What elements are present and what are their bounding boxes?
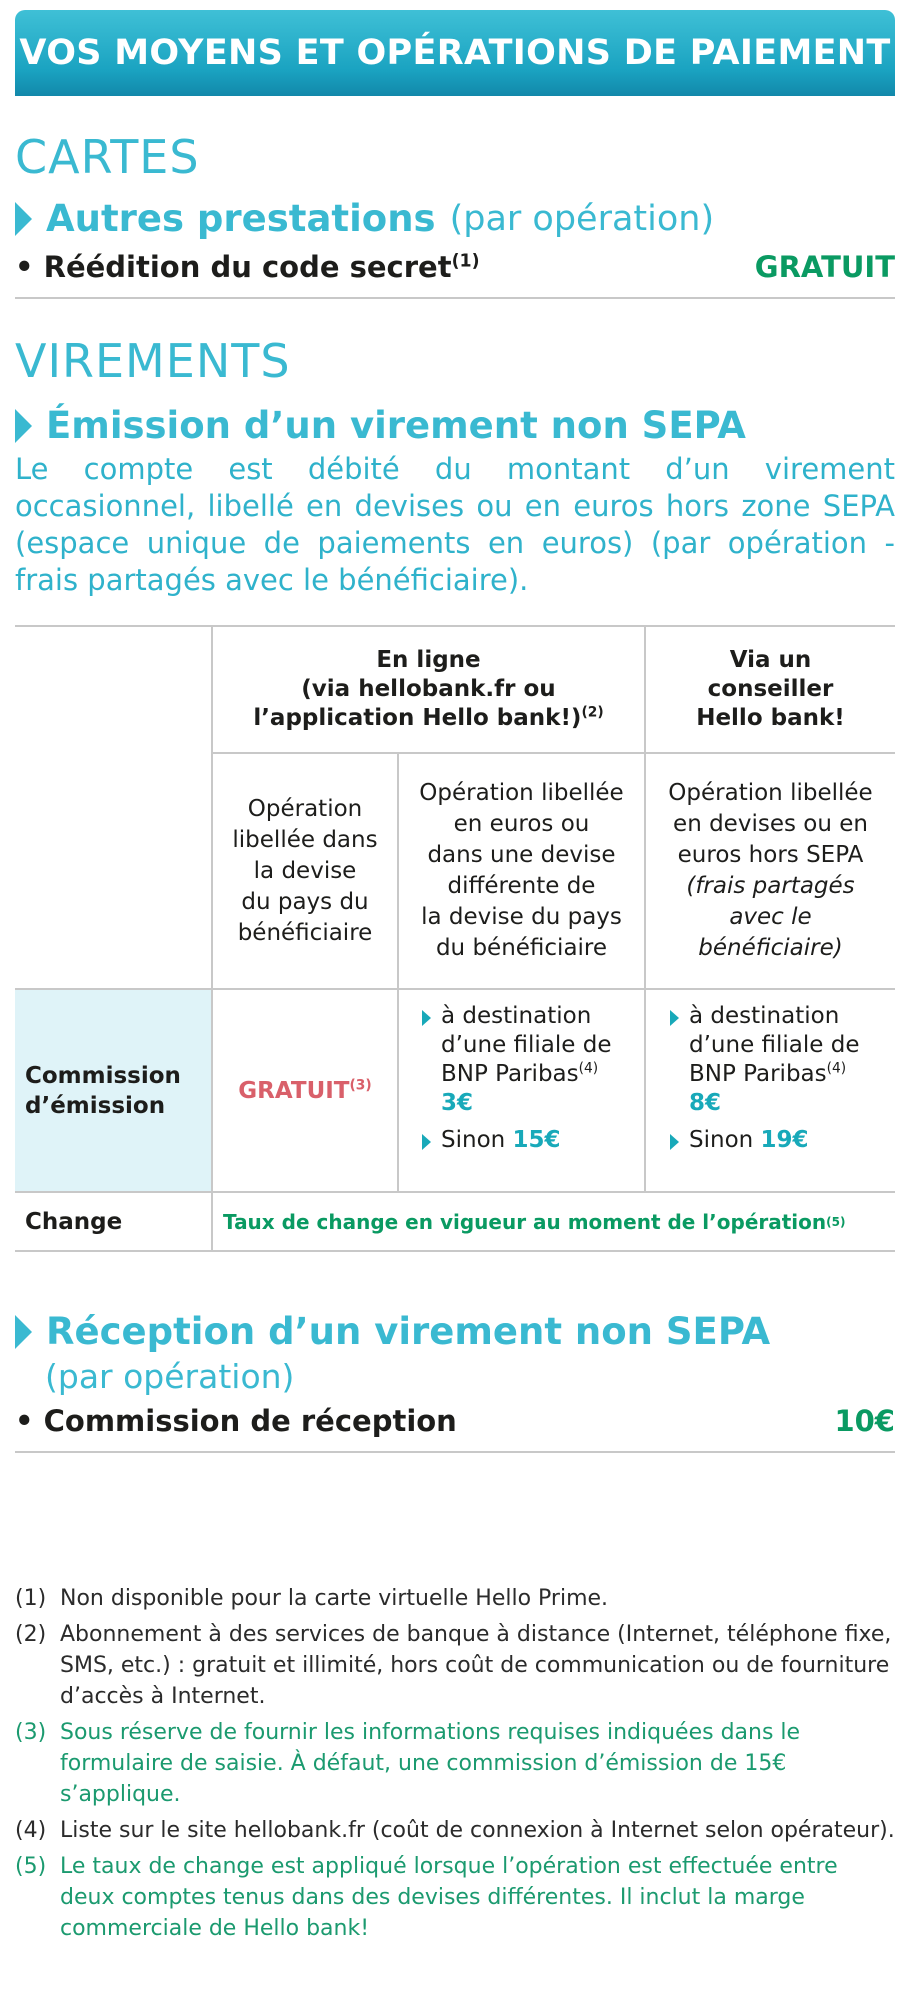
row1-label-line: d’émission	[25, 1092, 166, 1119]
divider	[15, 297, 895, 299]
sub2-line: du bénéficiaire	[435, 935, 608, 961]
row2-label: Change	[25, 1208, 123, 1235]
price-value: 8€	[689, 1090, 722, 1116]
else-label: Sinon	[689, 1127, 754, 1153]
footnote-number: (1)	[15, 1586, 47, 1611]
header-advisor-line2: conseiller	[707, 676, 834, 702]
banner-title: VOS MOYENS ET OPÉRATIONS DE PAIEMENT	[19, 33, 891, 73]
subheader-advisor-operation	[646, 754, 895, 988]
footnote-text: Abonnement à des services de banque à distance (Internet, téléphone fixe, SMS, etc.) : gratuit et illimité, hors coût de communication ou de fourniture d’accès à Internet.	[60, 1622, 892, 1709]
reception-subhead	[15, 1310, 770, 1353]
reception-line-item	[15, 1404, 895, 1438]
cartes-item-sup: (1)	[451, 251, 480, 272]
cartes-item-label-wrap	[15, 250, 480, 284]
else-label: Sinon	[441, 1127, 506, 1153]
bullet-destination	[422, 1002, 642, 1118]
else-price: 15€	[512, 1127, 561, 1153]
cartes-title: CARTES	[15, 130, 200, 184]
dest-bnp: BNP Paribas	[689, 1061, 827, 1087]
bullet-else-text	[689, 1126, 809, 1155]
sub3-line: Opération libellée	[668, 780, 873, 806]
reception-paren: (par opération)	[45, 1357, 295, 1396]
footnote-text: Le taux de change est appliqué lorsque l’opération est effectuée entre deux comptes tenus dans des devises différentes. Il inclut la marge commerciale de Hello bank!	[60, 1854, 838, 1941]
price-value: 3€	[441, 1090, 474, 1116]
row1-free-text: GRATUIT	[238, 1077, 350, 1104]
sub3-line: euros hors SEPA	[677, 842, 864, 868]
dest-line: à destination	[441, 1003, 592, 1029]
row2-value-cell: Taux de change en vigueur au moment de l’opération (5)	[223, 1209, 846, 1234]
sub3-italic-line: avec le	[729, 904, 812, 930]
row-label-change	[15, 1193, 211, 1250]
reception-item-label: • Commission de réception	[15, 1404, 457, 1438]
header-online	[213, 627, 644, 752]
else-price: 19€	[760, 1127, 809, 1153]
row1-label-line: Commission	[25, 1062, 181, 1089]
row1-online-foreign-cell	[422, 1002, 642, 1155]
triangle-bullet-icon	[15, 409, 32, 443]
dest-line: d’une filiale de	[689, 1032, 860, 1058]
emission-subhead	[15, 404, 746, 447]
header-online-sup: (2)	[581, 704, 604, 721]
header-online-line3-wrap	[253, 704, 603, 733]
footnote	[15, 1583, 895, 1614]
dest-line-bnp	[441, 1060, 612, 1089]
footnote-text: Non disponible pour la carte virtuelle Hello Prime.	[60, 1586, 609, 1611]
footnote-text: Liste sur le site hellobank.fr (coût de connexion à Internet selon opérateur).	[60, 1818, 895, 1843]
sub2-line: la devise du pays	[421, 904, 622, 930]
sub3-italic-line: bénéficiaire)	[698, 935, 843, 961]
dest-sup: (4)	[826, 1060, 847, 1077]
sub2-line: différente de	[447, 873, 596, 899]
dest-bnp: BNP Paribas	[441, 1061, 579, 1087]
cartes-subhead-label: Autres prestations	[46, 197, 436, 240]
header-advisor-line3: Hello bank!	[696, 705, 845, 731]
subheader-euros-or-other	[399, 754, 644, 988]
header-advisor-line1: Via un	[729, 647, 812, 673]
row1-free-sup: (3)	[349, 1076, 372, 1093]
virements-title: VIREMENTS	[15, 334, 291, 388]
small-triangle-icon	[670, 1134, 679, 1150]
sub1-line: du pays du	[241, 888, 369, 915]
sub2-line: en euros ou	[453, 811, 590, 837]
bullet-destination-text	[441, 1002, 612, 1118]
small-triangle-icon	[670, 1010, 679, 1026]
sub3-italic-line: (frais partagés	[686, 873, 855, 899]
footnote-text: Sous réserve de fournir les informations requises indiquées dans le formulaire de saisie. À défaut, une commission d’émission de 15€ s’applique.	[60, 1720, 801, 1807]
sub1-line: libellée dans	[232, 826, 378, 853]
sub2-line: Opération libellée	[419, 780, 624, 806]
sub1-line: bénéficiaire	[237, 919, 373, 946]
dest-sup: (4)	[578, 1060, 599, 1077]
row2-value: Taux de change en vigueur au moment de l’opération	[223, 1209, 827, 1234]
footnote-number: (4)	[15, 1818, 47, 1843]
fees-table	[15, 625, 895, 1252]
row-label-commission-text	[25, 1061, 181, 1121]
footnotes	[15, 1583, 895, 1949]
footnote-number: (5)	[15, 1854, 47, 1879]
bullet-destination-text	[689, 1002, 860, 1118]
header-advisor	[646, 627, 895, 752]
sub1-line: la devise	[253, 857, 357, 884]
footnote	[15, 1815, 895, 1846]
bullet-destination	[670, 1002, 892, 1118]
row1-advisor-cell	[670, 1002, 892, 1155]
bullet-else	[670, 1126, 892, 1155]
divider	[15, 1451, 895, 1453]
cartes-subhead	[15, 197, 714, 240]
header-online-line3: l’application Hello bank!)	[253, 705, 582, 731]
reception-item-value: 10€	[834, 1404, 895, 1438]
cartes-subhead-paren: (par opération)	[449, 198, 715, 239]
footnote	[15, 1851, 895, 1944]
row1-free-cell	[213, 990, 397, 1191]
emission-subhead-label: Émission d’un virement non SEPA	[46, 404, 746, 447]
cartes-line-item	[15, 250, 895, 284]
dest-line-bnp	[689, 1060, 860, 1089]
sub2-line: dans une devise	[427, 842, 616, 868]
small-triangle-icon	[422, 1010, 431, 1026]
sub3-line: en devises ou en	[673, 811, 868, 837]
dest-line: à destination	[689, 1003, 840, 1029]
bullet-else	[422, 1126, 642, 1155]
triangle-bullet-icon	[15, 1315, 32, 1349]
cartes-item-value: GRATUIT	[754, 250, 895, 284]
footnote	[15, 1619, 895, 1712]
cartes-item-label: • Réédition du code secret	[15, 250, 452, 284]
footnote-number: (3)	[15, 1720, 47, 1745]
sub1-line: Opération	[247, 795, 363, 822]
reception-subhead-label: Réception d’un virement non SEPA	[46, 1310, 771, 1353]
emission-description: Le compte est débité du montant d’un virement occasionnel, libellé en devises ou en euros hors zone SEPA (espace unique de paiements en euros) (par opération - frais partagés avec le bénéficiaire).	[15, 452, 895, 597]
table-rule-bottom	[15, 1250, 895, 1252]
bullet-else-text	[441, 1126, 561, 1155]
row-label-commission	[15, 990, 211, 1191]
header-online-line2: (via hellobank.fr ou	[301, 676, 556, 702]
small-triangle-icon	[422, 1134, 431, 1150]
dest-line: d’une filiale de	[441, 1032, 612, 1058]
page-banner	[15, 10, 895, 96]
footnote-number: (2)	[15, 1622, 47, 1647]
row1-free-wrap	[238, 1078, 371, 1104]
subheader-local-currency	[213, 754, 397, 988]
footnote	[15, 1717, 895, 1810]
header-online-line1: En ligne	[376, 647, 481, 673]
triangle-bullet-icon	[15, 202, 32, 236]
